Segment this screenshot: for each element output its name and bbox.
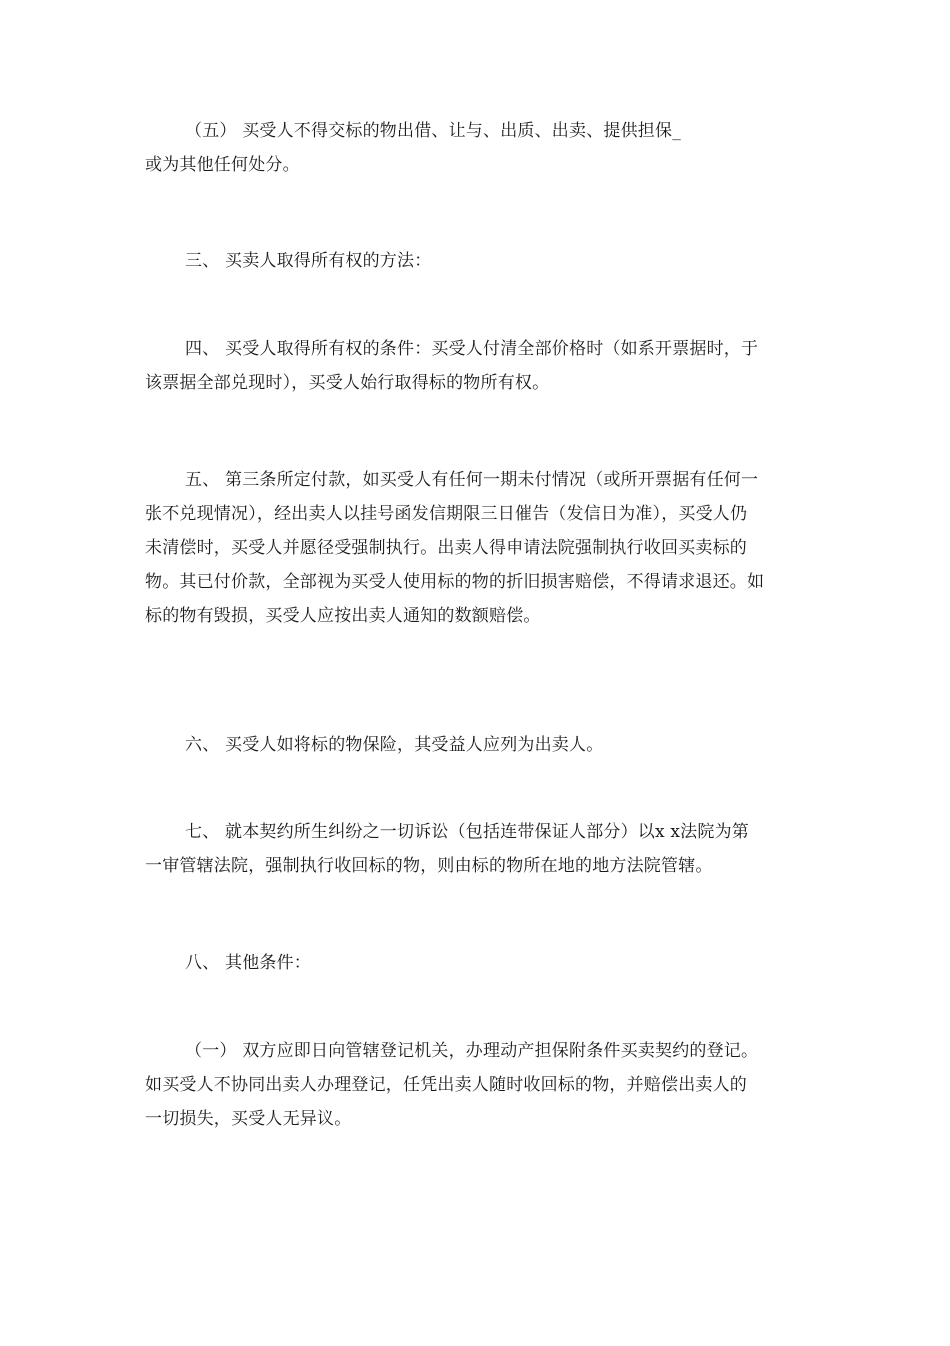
paragraph-section-7 <box>145 815 810 883</box>
text-line: 四、 买受人取得所有权的条件：买受人付清全部价格时（如系开票据时，于 <box>185 339 759 359</box>
paragraph-section-6 <box>145 728 810 762</box>
paragraph-item-5 <box>145 114 810 182</box>
text-line: 该票据全部兑现时），买受人始行取得标的物所有权。 <box>145 373 550 393</box>
text-line: 八、 其他条件： <box>185 953 312 973</box>
text-line: 一审管辖法院，强制执行收回标的物，则由标的物所在地的地方法院管辖。 <box>145 856 713 876</box>
text-line: 六、 买受人如将标的物保险，其受益人应列为出卖人。 <box>185 735 604 755</box>
text-line: （五） 买受人不得交标的物出借、让与、出质、出卖、提供担保_ <box>185 121 681 141</box>
paragraph-item-1 <box>145 1034 810 1136</box>
paragraph-section-4 <box>145 332 810 400</box>
text-line: 三、 买卖人取得所有权的方法： <box>185 251 432 271</box>
text-line: 未清偿时，买受人并愿径受强制执行。出卖人得申请法院强制执行收回买卖标的 <box>145 538 747 558</box>
text-line: 如买受人不协同出卖人办理登记，任凭出卖人随时收回标的物，并赔偿出卖人的 <box>145 1075 747 1095</box>
text-line: 七、 就本契约所生纠纷之一切诉讼（包括连带保证人部分）以x x法院为第 <box>185 822 749 842</box>
text-line: 或为其他任何处分。 <box>145 155 300 175</box>
paragraph-section-8 <box>145 946 810 980</box>
text-line: 标的物有毁损，买受人应按出卖人通知的数额赔偿。 <box>145 606 541 626</box>
text-line: 物。其已付价款，全部视为买受人使用标的物的折旧损害赔偿，不得请求退还。如 <box>145 572 765 592</box>
paragraph-section-5 <box>145 463 810 633</box>
paragraph-section-3 <box>145 244 810 278</box>
text-line: 张不兑现情况），经出卖人以挂号函发信期限三日催告（发信日为准），买受人仍 <box>145 504 748 524</box>
text-line: 一切损失，买受人无异议。 <box>145 1109 352 1129</box>
text-line: （一） 双方应即日向管辖登记机关，办理动产担保附条件买卖契约的登记。 <box>185 1041 759 1061</box>
text-line: 五、 第三条所定付款，如买受人有任何一期未付情况（或所开票据有任何一 <box>185 470 759 490</box>
